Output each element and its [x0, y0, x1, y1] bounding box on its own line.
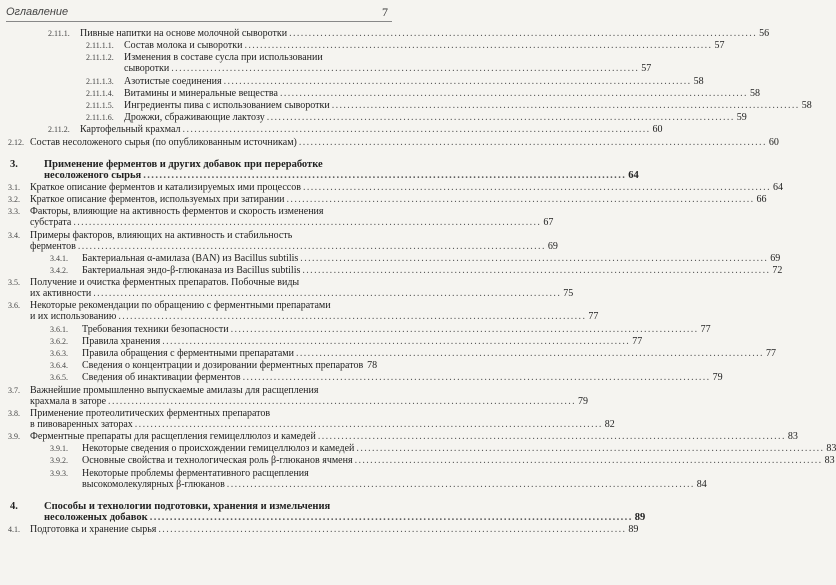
toc-entry-title: [30, 431, 798, 442]
toc-entry-title: [124, 52, 652, 75]
toc-entry-page: 57: [714, 40, 725, 52]
toc-entry-number: 2.12.: [8, 137, 24, 147]
toc-entry-title-line: высокомолекулярных β-глюканов: [82, 478, 225, 490]
toc-entry-title-line: Некоторые проблемы ферментативного расщепления: [82, 467, 309, 479]
toc-entry-title-line: Пивные напитки на основе молочной сыворотки: [80, 28, 288, 39]
toc-entry-number: 4.1.: [8, 525, 20, 534]
toc-entry-title-line: Требования техники безопасности: [82, 323, 229, 335]
leader-dots: ........................................................................................................................: [298, 136, 767, 148]
toc-entry-title-line: несоложеных добавок: [44, 511, 148, 523]
toc-entry-title-line: несоложеного сырья: [44, 169, 142, 181]
toc-entry-title-line: Правила хранения: [82, 335, 161, 347]
toc-entry-title-line: их активности: [30, 288, 92, 300]
toc-entry-title-line: и их использованию: [30, 311, 117, 323]
toc-entry-title: [82, 455, 835, 467]
leader-dots: ........................................................................................................................: [289, 28, 758, 39]
toc-entry-title: [82, 443, 836, 455]
toc-entry-page: 83: [787, 431, 798, 442]
toc-entry-page: 69: [770, 252, 781, 264]
toc-entry-title: [82, 265, 783, 276]
toc-entry-title-line: Азотистые соединения: [124, 75, 222, 87]
toc-entry-title-line: Краткое описание ферментов и катализируемых ими процессов: [30, 182, 301, 193]
toc-entry-title-line: Бактериальная эндо-β-глюканаза из Bacillus subtilis: [82, 265, 301, 276]
leader-dots: ........................................................................................................................: [134, 418, 603, 430]
toc-entry-title: [82, 348, 776, 359]
toc-entry-title-line: в пивоваренных заторах: [30, 418, 133, 430]
leader-dots: ........................................................................................................................: [93, 288, 562, 300]
leader-dots: ........................................................................................................................: [77, 240, 546, 252]
toc-entry-title: [124, 75, 704, 87]
toc-entry-title: [30, 194, 767, 206]
toc-entry-title-line: Бактериальная α-амилаза (BAN) из Bacillus subtilis: [82, 252, 299, 264]
toc-entry-page: 67: [543, 217, 554, 229]
toc-entry-title: [30, 136, 779, 148]
leader-dots: ........................................................................................................................: [73, 217, 542, 229]
leader-dots: ........................................................................................................................: [286, 194, 755, 206]
leader-dots: ........................................................................................................................: [279, 87, 748, 99]
toc-entry-title: [82, 323, 711, 335]
toc-entry-page: 58: [801, 100, 812, 111]
toc-entry-page: 77: [700, 323, 711, 335]
toc-entry-number: 3.4.: [8, 230, 20, 240]
toc-entry-title: [124, 40, 725, 52]
toc-entry-title-line: Некоторые сведения о происхождении гемицеллюлоз и камедей: [82, 443, 355, 455]
toc-entry-title-line: Применение ферментов и других добавок при переработке: [44, 158, 323, 170]
leader-dots: ........................................................................................................................: [143, 169, 627, 181]
leader-dots: ........................................................................................................................: [317, 431, 786, 442]
toc-entry-title-line: Получение и очистка ферментных препаратов. Побочные виды: [30, 277, 300, 289]
toc-entry-page: 58: [749, 87, 760, 99]
toc-entry-number: 3.8.: [8, 408, 20, 418]
toc-entry-page: 66: [756, 194, 767, 206]
toc-entry-title: [80, 28, 770, 39]
leader-dots: ........................................................................................................................: [266, 112, 735, 124]
toc-entry-number: 3.6.4.: [50, 361, 68, 371]
leader-dots: ........................................................................................................................: [354, 455, 823, 467]
toc-entry-page: 64: [772, 182, 783, 193]
toc-entry-title: [82, 372, 723, 384]
toc-entry-page: 69: [547, 240, 558, 252]
toc-entry-title: [30, 524, 639, 535]
toc-entry-title-line: крахмала в заторе: [30, 395, 107, 407]
toc-entry-title: [124, 100, 812, 111]
toc-entry-number: 3.9.2.: [50, 456, 68, 466]
toc-entry-page: 64: [628, 169, 639, 181]
toc-entry-title-line: Основные свойства и технологическая роль β-глюканов ячменя: [82, 455, 353, 467]
toc-entry-title-line: Подготовка и хранение сырья: [30, 524, 157, 535]
toc-entry-title-line: Некоторые рекомендации по обращению с ферментными препаратами: [30, 300, 331, 312]
toc-entry-title-line: сыворотки: [124, 63, 170, 75]
toc-entry-page: 58: [693, 75, 704, 87]
toc-entry-title: [124, 87, 760, 99]
toc-entry-title-line: субстрата: [30, 217, 72, 229]
leader-dots: ........................................................................................................................: [223, 75, 692, 87]
toc-entry-number: 3.7.: [8, 385, 20, 395]
toc-entry-title-line: Применение протеолитических ферментных препаратов: [30, 407, 271, 419]
toc-entry-number: 3.6.5.: [50, 373, 68, 383]
toc-entry-number: 2.11.1.: [48, 29, 70, 38]
leader-dots: ........................................................................................................................: [295, 348, 764, 359]
toc-entry-title-line: Способы и технологии подготовки, хранения и измельчения: [44, 500, 331, 512]
toc-entry-title: [82, 360, 378, 372]
leader-dots: ........................................................................................................................: [171, 63, 640, 75]
toc-entry-title-line: Факторы, влияющие на активность ферментов и скорость изменения: [30, 206, 324, 218]
toc-entry-title: [30, 229, 558, 252]
toc-entry-title-line: Правила обращения с ферментными препаратами: [82, 348, 294, 359]
toc-entry-title-line: Краткое описание ферментов, используемых при затирании: [30, 194, 285, 206]
toc-entry-page: 77: [632, 335, 643, 347]
leader-dots: ........................................................................................................................: [331, 100, 800, 111]
leader-dots: ........................................................................................................................: [230, 323, 699, 335]
toc-entry-page: 56: [759, 28, 770, 39]
toc-entry-title-line: Сведения об инактивации ферментов: [82, 372, 241, 384]
toc-entry-page: 72: [772, 265, 783, 276]
leader-dots: ........................................................................................................................: [108, 395, 577, 407]
toc-entry-page: 78: [367, 360, 378, 372]
toc-entry-title-line: Сведения о концентрации и дозировании ферментных препаратов: [82, 360, 364, 372]
toc-entry-number: 3.2.: [8, 195, 20, 205]
header-rule: [6, 21, 392, 22]
toc-entry-page: 82: [604, 418, 615, 430]
toc-entry-title: [30, 206, 554, 229]
toc-entry-page: 77: [765, 348, 776, 359]
toc-entry-page: 79: [578, 395, 589, 407]
toc-entry-title-line: Дрожжи, сбраживающие лактозу: [124, 112, 265, 124]
toc-entry-number: 3.5.: [8, 278, 20, 288]
toc-entry-title: [82, 335, 643, 347]
toc-entry-number: 2.11.1.3.: [86, 76, 114, 86]
toc-entry-number: 3.6.1.: [50, 324, 68, 334]
toc-entry-number: 3.6.: [8, 301, 20, 311]
toc-entry-title: [44, 158, 639, 181]
toc-entry-number: 3.6.2.: [50, 336, 68, 346]
page-number: 7: [382, 5, 388, 19]
toc-entry-page: 60: [652, 124, 663, 136]
leader-dots: ........................................................................................................................: [158, 524, 627, 535]
toc-entry-title-line: Ферментные препараты для расщепления гемицеллюлоз и камедей: [30, 431, 316, 442]
toc-entry-page: 84: [696, 478, 707, 490]
toc-entry-title-line: Примеры факторов, влияющих на активность и стабильность: [30, 229, 293, 241]
running-header-title: Оглавление: [6, 6, 69, 18]
toc-entry-page: 89: [628, 524, 639, 535]
toc-entry-number: 3.9.1.: [50, 444, 68, 454]
toc-entry-page: 57: [641, 63, 652, 75]
toc-entry-number: 3.9.3.: [50, 468, 68, 478]
toc-entry-number: 2.11.1.2.: [86, 53, 114, 63]
toc-entry-title: [82, 467, 707, 490]
leader-dots: ........................................................................................................................: [162, 335, 631, 347]
leader-dots: ........................................................................................................................: [242, 372, 711, 384]
leader-dots: ........................................................................................................................: [149, 511, 633, 523]
toc-entry-number: 3.4.1.: [50, 253, 68, 263]
toc-entry-number: 3.1.: [8, 183, 20, 192]
toc-entry-page: 77: [588, 311, 599, 323]
toc-entry-page: 89: [634, 511, 646, 523]
toc-entry-title-line: ферментов: [30, 240, 76, 252]
leader-dots: ........................................................................................................................: [118, 311, 587, 323]
toc-entry-number: 2.11.2.: [48, 125, 70, 135]
toc-entry-page: 83: [826, 443, 836, 455]
toc-entry-title: [82, 252, 781, 264]
toc-entry-title: [30, 384, 589, 407]
toc-entry-number: 2.11.1.4.: [86, 88, 114, 98]
toc-entry-number: 3.6.3.: [50, 349, 68, 358]
running-header: [0, 0, 400, 26]
toc-entry-title: [44, 500, 646, 523]
leader-dots: ........................................................................................................................: [300, 252, 769, 264]
toc-entry-title-line: Изменения в составе сусла при использовании: [124, 52, 323, 64]
toc-entry-page: 60: [768, 136, 779, 148]
toc-entry-title-line: Важнейшие промышленно выпускаемые амилазы для расщепления: [30, 384, 319, 396]
toc-entry-number: 3.: [10, 158, 18, 170]
leader-dots: ........................................................................................................................: [302, 265, 771, 276]
toc-entry-number: 3.4.2.: [50, 266, 68, 275]
toc-entry-title-line: Картофельный крахмал: [80, 124, 181, 136]
leader-dots: ........................................................................................................................: [226, 478, 695, 490]
toc-entry-title-line: Витамины и минеральные вещества: [124, 87, 278, 99]
toc-entry-title: [30, 300, 599, 323]
toc-entry-page: 59: [736, 112, 747, 124]
toc-entry-number: 2.11.1.6.: [86, 113, 114, 123]
leader-dots: ........................................................................................................................: [244, 40, 713, 52]
toc-entry-title-line: Ингредиенты пива с использованием сыворотки: [124, 100, 330, 111]
toc-entry-page: 75: [563, 288, 574, 300]
toc-entry-title-line: Состав молока и сыворотки: [124, 40, 243, 52]
toc-entry-title: [30, 277, 574, 300]
toc-entry-title: [80, 124, 663, 136]
toc-entry-number: 2.11.1.5.: [86, 101, 114, 110]
toc-entry-number: 3.9.: [8, 432, 20, 441]
toc-entry-title: [124, 112, 747, 124]
toc-entry-page: 83: [824, 455, 835, 467]
toc-entry-title: [30, 407, 615, 430]
toc-entry-title-line: Состав несоложеного сырья (по опубликованным источникам): [30, 136, 297, 148]
toc-entry-number: 2.11.1.1.: [86, 41, 114, 51]
table-of-contents: [0, 28, 836, 585]
leader-dots: ........................................................................................................................: [302, 182, 771, 193]
leader-dots: ........................................................................................................................: [182, 124, 651, 136]
toc-entry-number: 3.3.: [8, 207, 20, 217]
toc-entry-page: 79: [712, 372, 723, 384]
toc-entry-title: [30, 182, 783, 193]
leader-dots: ........................................................................................................................: [356, 443, 825, 455]
toc-entry-number: 4.: [10, 500, 18, 512]
